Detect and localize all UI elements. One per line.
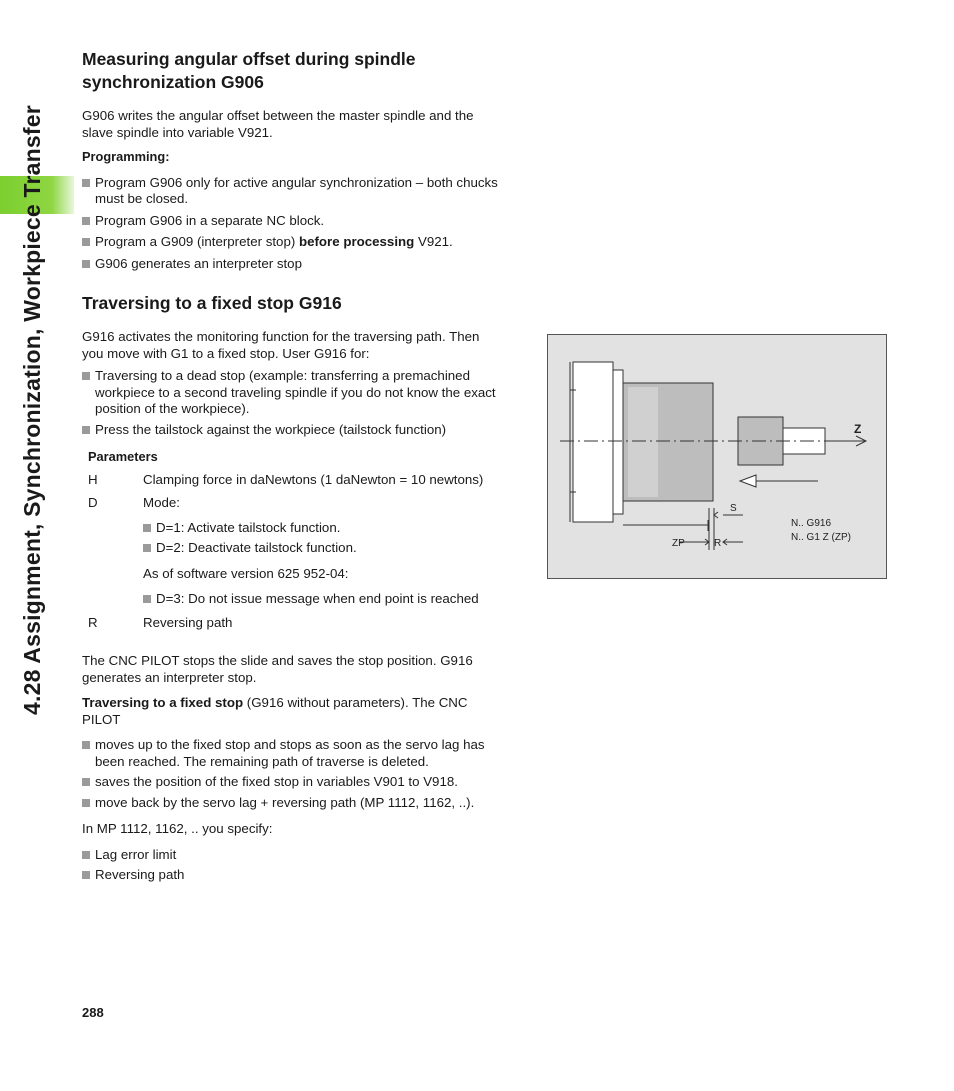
- list-item: D=3: Do not issue message when end point is reached: [143, 591, 527, 608]
- list-item: [82, 368, 527, 418]
- diagram-svg: [548, 335, 886, 578]
- bold-text: Traversing to a fixed stop: [82, 695, 244, 710]
- param-value: Reversing path: [143, 614, 233, 630]
- nc-code-line-2: N.. G1 Z (ZP): [791, 532, 851, 543]
- list-item: Lag error limit: [82, 847, 527, 864]
- text-line: moves up to the fixed stop and stops as soon as the servo lag has: [95, 737, 485, 752]
- s-arrowhead: [714, 512, 718, 518]
- motion-arrow-head: [740, 475, 756, 487]
- title-line: synchronization G906: [82, 72, 264, 92]
- param-row-r: [82, 615, 527, 632]
- g916-intro: [82, 329, 527, 362]
- list-item: Program G906 in a separate NC block.: [82, 213, 527, 230]
- text-line: position of the workpiece).: [95, 401, 250, 416]
- programming-list: [82, 175, 527, 273]
- text-line: Program G906 only for active angular synchronization – both chucks: [95, 174, 498, 190]
- main-content: [82, 48, 527, 884]
- list-item: Press the tailstock against the workpiece (tailstock function): [82, 422, 527, 439]
- text-line: The CNC PILOT stops the slide and saves the stop position. G916: [82, 653, 473, 668]
- list-item: [82, 737, 527, 770]
- param-row-d: [82, 495, 527, 608]
- param-value: Clamping force in daNewtons (1 daNewton = 10 newtons): [143, 471, 484, 487]
- text-run: Program a G909 (interpreter stop): [95, 234, 299, 249]
- text-run: V921.: [414, 234, 453, 249]
- fixed-stop-description: [82, 695, 527, 728]
- text-line: Traversing to a dead stop (example: transferring a premachined: [95, 368, 470, 383]
- workpiece-highlight: [628, 387, 658, 497]
- param-value: [143, 495, 527, 608]
- mp-intro: In MP 1112, 1162, .. you specify:: [82, 821, 273, 836]
- software-note: As of software version 625 952-04:: [143, 565, 349, 581]
- section-title-g906: [82, 48, 527, 94]
- text-line: generates an interpreter stop.: [82, 669, 257, 685]
- nc-code-line-1: N.. G916: [791, 518, 832, 529]
- list-item: D=1: Activate tailstock function.: [143, 520, 527, 537]
- param-key: H: [88, 471, 98, 487]
- list-item: Reversing path: [82, 867, 527, 884]
- label-zp: ZP: [672, 538, 685, 549]
- stop-description: [82, 653, 527, 686]
- text-line: G916 activates the monitoring function for the traversing path. Then: [82, 329, 480, 344]
- list-item: saves the position of the fixed stop in variables V901 to V918.: [82, 774, 527, 791]
- chuck-jaw: [613, 370, 623, 514]
- text-line: PILOT: [82, 711, 121, 727]
- mp-list: [82, 847, 527, 884]
- text-line: been reached. The remaining path of traverse is deleted.: [95, 753, 429, 769]
- list-item: [82, 234, 527, 251]
- parameters-label: Parameters: [88, 449, 158, 464]
- programming-label: Programming:: [82, 149, 170, 164]
- param-key: D: [88, 495, 98, 510]
- list-item: move back by the servo lag + reversing path (MP 1112, 1162, ..).: [82, 795, 527, 812]
- z-axis-label: Z: [854, 422, 862, 436]
- text-line: slave spindle into variable V921.: [82, 124, 273, 140]
- list-item: G906 generates an interpreter stop: [82, 256, 527, 273]
- parameters-table: [82, 472, 527, 632]
- g906-intro: [82, 108, 527, 141]
- bold-text: before processing: [298, 234, 415, 249]
- label-r: R: [714, 538, 722, 549]
- side-title-text: 4.28 Assignment, Synchronization, Workpiece Transfer: [19, 105, 45, 715]
- text-line: workpiece to a second traveling spindle if you do not know the exact: [95, 384, 496, 400]
- chuck-body: [573, 362, 613, 522]
- page-number: 288: [82, 1005, 104, 1020]
- param-key: R: [88, 614, 98, 630]
- chapter-side-title: [17, 95, 47, 715]
- list-item: D=2: Deactivate tailstock function.: [143, 540, 527, 557]
- fixed-stop-diagram: [547, 334, 887, 579]
- label-s: S: [730, 503, 737, 514]
- list-item: [82, 175, 527, 208]
- section-title-g916: Traversing to a fixed stop G916: [82, 293, 342, 313]
- text-line: must be closed.: [95, 191, 189, 206]
- mode-label: Mode:: [143, 495, 180, 510]
- usage-list: [82, 368, 527, 438]
- pilot-actions-list: [82, 737, 527, 811]
- param-row-h: [82, 472, 527, 489]
- title-line: Measuring angular offset during spindle: [82, 49, 416, 69]
- text-line: you move with G1 to a fixed stop. User G916 for:: [82, 345, 370, 361]
- text-run: (G916 without parameters). The CNC: [243, 695, 468, 710]
- text-line: G906 writes the angular offset between the master spindle and the: [82, 108, 474, 123]
